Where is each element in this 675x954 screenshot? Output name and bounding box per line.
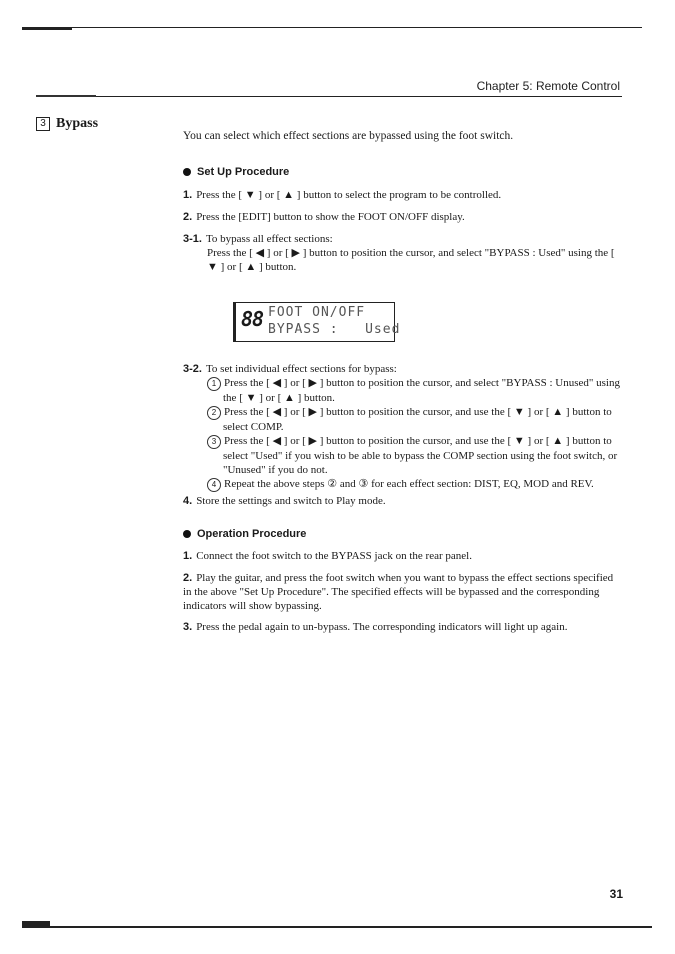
substep-text: Press the [ ◀ ] or [ ▶ ] button to position the cursor, and use the [ ▼ ] or [ ▲ ] button to select "Used" if you wish to be able to bypass the COMP section using the foot switch, or "Unused" if you do not. bbox=[223, 435, 618, 476]
setup-step-2 bbox=[183, 210, 623, 224]
operation-heading bbox=[183, 528, 306, 540]
step-detail: Press the [ ◀ ] or [ ▶ ] button to position the cursor, and select "BYPASS : Used" using the [ ▼ ] or [ ▲ ] button. bbox=[207, 247, 615, 273]
bottom-rule-accent bbox=[22, 921, 50, 928]
bullet-icon bbox=[183, 168, 191, 176]
substep-text: Press the [ ◀ ] or [ ▶ ] button to position the cursor, and use the [ ▼ ] or [ ▲ ] button to select COMP. bbox=[223, 406, 612, 433]
operation-heading-text: Operation Procedure bbox=[197, 528, 307, 540]
lcd-line-2: BYPASS : Used bbox=[268, 322, 401, 337]
bullet-icon bbox=[183, 530, 191, 538]
top-rule-accent bbox=[22, 27, 72, 30]
setup-heading bbox=[183, 166, 289, 178]
step-text: Play the guitar, and press the foot switch when you want to bypass the effect sections specified in the above "Set Up Procedure". The specified effects will be bypassed and the corresponding indicators will show bypassing. bbox=[183, 572, 614, 612]
step-number: 1. bbox=[183, 550, 193, 562]
step-number: 3. bbox=[183, 621, 193, 633]
step-text: To bypass all effect sections: bbox=[205, 233, 333, 245]
lcd-line-1: FOOT ON/OFF bbox=[268, 305, 366, 320]
step-number: 2. bbox=[183, 211, 193, 223]
step-text: Press the pedal again to un-bypass. The corresponding indicators will light up again. bbox=[196, 621, 568, 633]
header-rule bbox=[36, 96, 622, 97]
circle-number: 3 bbox=[207, 435, 221, 449]
circle-number: 4 bbox=[207, 478, 221, 492]
setup-step-3-1 bbox=[183, 232, 623, 274]
operation-step-1 bbox=[183, 549, 623, 563]
section-title bbox=[36, 116, 98, 132]
step-text: Connect the foot switch to the BYPASS jack on the rear panel. bbox=[196, 550, 472, 562]
lcd-display bbox=[233, 302, 401, 342]
step-number: 3-2. bbox=[183, 363, 202, 375]
lcd-program-number: 88 bbox=[241, 307, 264, 331]
substep-1 bbox=[183, 376, 623, 405]
setup-step-4 bbox=[183, 494, 623, 508]
step-number: 2. bbox=[183, 572, 193, 584]
step-text: Store the settings and switch to Play mode. bbox=[196, 495, 386, 507]
section-number: 3 bbox=[36, 117, 50, 131]
step-text: To set individual effect sections for bypass: bbox=[205, 363, 397, 375]
step-number: 3-1. bbox=[183, 233, 202, 245]
substep-4 bbox=[183, 477, 623, 492]
step-number: 4. bbox=[183, 495, 193, 507]
circle-number: 2 bbox=[207, 406, 221, 420]
chapter-header: Chapter 5: Remote Control bbox=[476, 79, 620, 93]
circle-number: 1 bbox=[207, 377, 221, 391]
substep-2 bbox=[183, 405, 623, 434]
substep-text: Repeat the above steps ② and ③ for each effect section: DIST, EQ, MOD and REV. bbox=[224, 478, 594, 490]
intro-text: You can select which effect sections are bypassed using the foot switch. bbox=[183, 130, 514, 142]
step-text: Press the [EDIT] button to show the FOOT ON/OFF display. bbox=[196, 211, 465, 223]
step-number: 1. bbox=[183, 189, 193, 201]
setup-step-1 bbox=[183, 188, 623, 202]
substep-3 bbox=[183, 434, 623, 477]
operation-step-3 bbox=[183, 620, 623, 634]
header-rule-accent bbox=[36, 95, 96, 97]
step-text: Press the [ ▼ ] or [ ▲ ] button to select the program to be controlled. bbox=[196, 189, 502, 201]
operation-step-2 bbox=[183, 571, 623, 613]
section-title-text: Bypass bbox=[56, 116, 99, 131]
setup-heading-text: Set Up Procedure bbox=[197, 166, 290, 178]
setup-step-3-2 bbox=[183, 362, 623, 492]
page-number: 31 bbox=[609, 887, 623, 901]
bottom-rule bbox=[22, 926, 652, 928]
top-rule bbox=[22, 27, 642, 28]
substep-text: Press the [ ◀ ] or [ ▶ ] button to position the cursor, and select "BYPASS : Unused" using the [ ▼ ] or [ ▲ ] button. bbox=[223, 377, 620, 404]
